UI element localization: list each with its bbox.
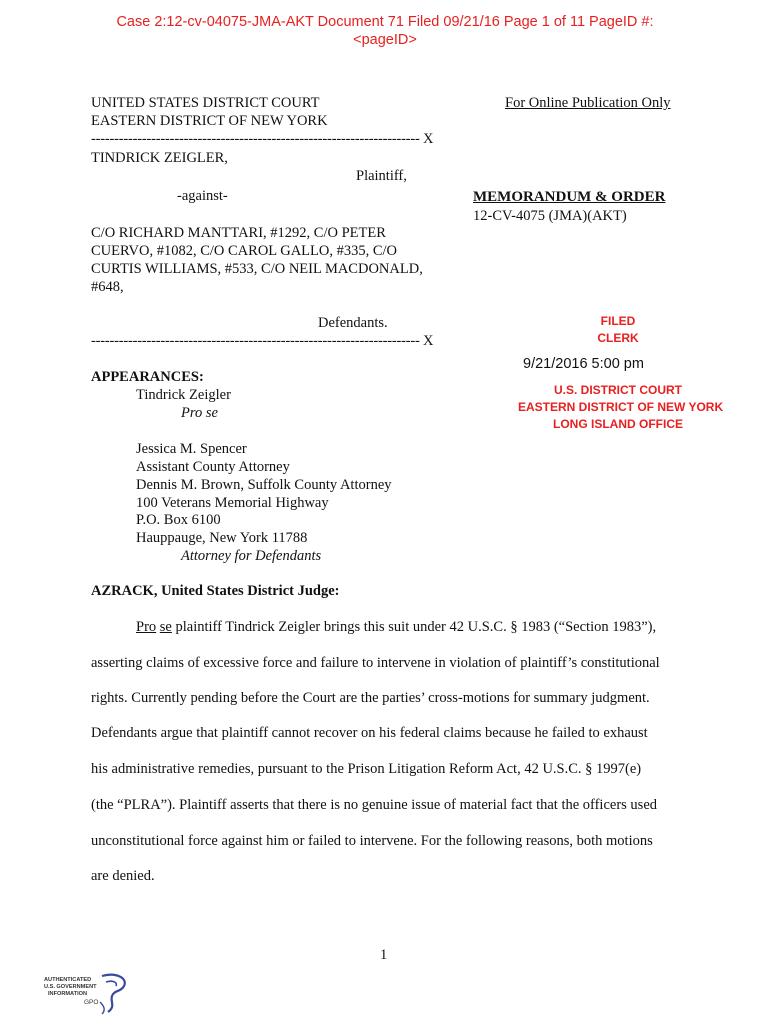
pro-word: Pro xyxy=(136,619,157,635)
attorney-line: Hauppauge, New York 11788 xyxy=(136,530,308,546)
body-first-line xyxy=(136,618,656,636)
defendants-role: Defendants. xyxy=(318,315,388,331)
defendants-line: CUERVO, #1082, C/O CAROL GALLO, #335, C/O xyxy=(91,243,398,259)
attorney-line: Jessica M. Spencer xyxy=(136,441,247,457)
case-number: 12-CV-4075 (JMA)(AKT) xyxy=(473,208,627,224)
attorney-line: 100 Veterans Memorial Highway xyxy=(136,495,329,511)
against-label: -against- xyxy=(177,188,228,204)
body-line: Defendants argue that plaintiff cannot recover on his federal claims because he failed to exhaust xyxy=(91,725,648,741)
body-line: are denied. xyxy=(91,868,155,884)
body-line: his administrative remedies, pursuant to the Prison Litigation Reform Act, 42 U.S.C. § 1997(e) xyxy=(91,761,642,777)
gpo-line3: INFORMATION xyxy=(48,991,88,997)
stamp-clerk: CLERK xyxy=(597,331,639,345)
appearances-heading: APPEARANCES: xyxy=(91,369,204,385)
gpo-mark: GPO xyxy=(84,999,99,1006)
caption-divider-top: ----------------------------------------------------------------------- X xyxy=(91,131,434,147)
plaintiff-role: Plaintiff, xyxy=(356,168,407,184)
stamp-office: LONG ISLAND OFFICE xyxy=(553,417,683,431)
plaintiff-appearance-role: Pro se xyxy=(181,405,218,421)
case-header-line2: <pageID> xyxy=(353,32,417,48)
attorney-line: P.O. Box 6100 xyxy=(136,512,221,528)
stamp-court: U.S. DISTRICT COURT xyxy=(554,383,682,397)
caption-divider-bottom: ----------------------------------------------------------------------- X xyxy=(91,333,434,349)
body-line: rights. Currently pending before the Court are the parties’ cross-motions for summary judgment. xyxy=(91,690,650,706)
memorandum-title: MEMORANDUM & ORDER xyxy=(473,189,666,205)
gpo-eagle-icon xyxy=(44,972,134,1018)
plaintiff-name: TINDRICK ZEIGLER, xyxy=(91,150,228,166)
defendants-line: C/O RICHARD MANTTARI, #1292, C/O PETER xyxy=(91,225,386,241)
case-header-line1: Case 2:12-cv-04075-JMA-AKT Document 71 Filed 09/21/16 Page 1 of 11 PageID #: xyxy=(116,14,654,30)
defendants-line: #648, xyxy=(91,279,124,295)
attorney-line: Dennis M. Brown, Suffolk County Attorney xyxy=(136,477,392,493)
body-line: unconstitutional force against him or failed to intervene. For the following reasons, both motions xyxy=(91,833,653,849)
court-name: UNITED STATES DISTRICT COURT xyxy=(91,95,320,111)
defendants-line: CURTIS WILLIAMS, #533, C/O NEIL MACDONALD, xyxy=(91,261,423,277)
plaintiff-appearance-name: Tindrick Zeigler xyxy=(136,387,231,403)
page-number: 1 xyxy=(380,947,388,963)
stamp-filed: FILED xyxy=(600,314,636,328)
attorney-line: Assistant County Attorney xyxy=(136,459,290,475)
body-line: (the “PLRA”). Plaintiff asserts that there is no genuine issue of material fact that the officers used xyxy=(91,797,658,813)
body-line: asserting claims of excessive force and failure to intervene in violation of plaintiff’s constitutional xyxy=(91,655,660,671)
attorney-role: Attorney for Defendants xyxy=(181,548,322,564)
gpo-authentication-logo xyxy=(44,972,134,1018)
stamp-district: EASTERN DISTRICT OF NEW YORK xyxy=(518,400,724,414)
first-line-rest: plaintiff Tindrick Zeigler brings this suit under 42 U.S.C. § 1983 (“Section 1983”), xyxy=(171,619,657,635)
stamp-datetime: 9/21/2016 5:00 pm xyxy=(523,356,644,372)
publication-note: For Online Publication Only xyxy=(505,95,671,111)
se-word: se xyxy=(159,619,172,635)
judge-heading: AZRACK, United States District Judge: xyxy=(91,583,340,599)
gpo-line2: U.S. GOVERNMENT xyxy=(44,984,97,990)
court-district: EASTERN DISTRICT OF NEW YORK xyxy=(91,113,328,129)
gpo-line1: AUTHENTICATED xyxy=(44,977,92,983)
